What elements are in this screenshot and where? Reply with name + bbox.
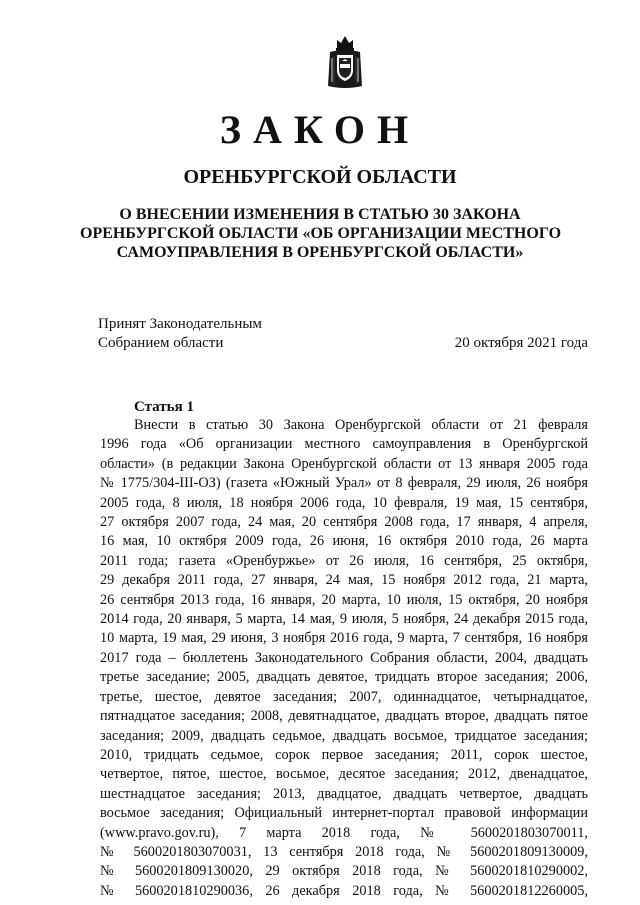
text-line: 2005 года, 8 июля, 18 ноября 2006 года, 10 февраля, 19 мая, 15 сентября, [100,494,588,511]
text-line: № 5600201809130020, 29 октября 2018 года, № 5600201810290002, [100,863,588,880]
text-line: третье заседание; 2005, двадцать девятое, тридцать второе заседания; 2006, [100,669,588,686]
document-region: ОРЕНБУРГСКОЙ ОБЛАСТИ [183,166,457,188]
text-line: 2011 года; газета «Оренбуржье» от 26 июля, 16 сентября, 25 октября, [100,552,588,569]
adoption-line: Принят Законодательным [98,316,262,332]
adoption-line: Собранием области [98,335,224,351]
text-line: № 5600201803070031, 13 сентября 2018 года, № 5600201809130009, [100,843,588,860]
text-line: 1996 года «Об организации местного самоуправления в Оренбургской [100,436,588,453]
text-line: 27 октября 2007 года, 24 мая, 20 сентября 2008 года, 17 января, 4 апреля, [100,514,588,531]
text-line: восьмое заседания; Официальный интернет-портал правовой информации [100,805,588,822]
adoption-date: 20 октября 2021 года [454,335,588,351]
heading-line: САМОУПРАВЛЕНИЯ В ОРЕНБУРГСКОЙ ОБЛАСТИ» [116,244,524,261]
text-line: заседания; 2009, двадцать седьмое, двадцать восьмое, тридцатое заседания; [100,727,588,744]
text-line: 16 мая, 10 октября 2009 года, 26 июня, 16 октября 2010 года, 26 марта [100,533,588,550]
text-line: Внести в статью 30 Закона Оренбургской области от 21 февраля [134,417,588,433]
law-heading [80,205,560,262]
text-line: области» (в редакции Закона Оренбургской области от 13 января 2005 года [100,455,588,472]
heading-line: О ВНЕСЕНИИ ИЗМЕНЕНИЯ В СТАТЬЮ 30 ЗАКОНА [119,206,521,223]
text-line: 2017 года – бюллетень Законодательного Собрания области, 2004, двадцать [100,649,588,666]
text-line: четвертое, пятое, шестое, восьмое, десятое заседания; 2012, двенадцатое, [100,766,588,783]
text-line: № 5600201810290036, 26 декабря 2018 года, № 5600201812260005, [100,882,588,899]
text-line: 26 сентября 2013 года, 16 января, 20 марта, 10 июля, 15 октября, 20 ноября [100,591,588,608]
text-line: пятнадцатое заседания; 2008, девятнадцатое, двадцать второе, двадцать пятое [100,708,588,725]
text-line: (www.pravo.gov.ru), 7 марта 2018 года, № 5600201803070011, [100,824,588,841]
article-title: Статья 1 [134,399,194,415]
text-line: 2010, тридцать седьмое, сорок первое заседания; 2011, сорок шестое, [100,746,588,763]
adoption-body [98,315,262,353]
heading-line: ОРЕНБУРГСКОЙ ОБЛАСТИ «ОБ ОРГАНИЗАЦИИ МЕСТНОГО [80,225,562,242]
text-line: третье, шестое, девятое заседания; 2007, одиннадцатое, четырнадцатое, [100,688,588,705]
text-line: шестнадцатое заседания; 2013, двадцатое, двадцать четвертое, двадцать [100,785,588,802]
text-line: 2014 года, 20 января, 5 марта, 14 мая, 9 июля, 5 ноября, 24 декабря 2015 года, [100,611,588,628]
text-line: 29 декабря 2011 года, 27 января, 24 мая, 15 ноября 2012 года, 21 марта, [100,572,588,589]
coat-of-arms-icon [326,34,364,90]
text-line: № 1775/304-III-ОЗ) (газета «Южный Урал» от 8 февраля, 29 июля, 26 ноября [100,475,588,492]
text-line: 10 марта, 19 мая, 29 июня, 3 ноября 2016 года, 9 марта, 7 сентября, 16 ноября [100,630,588,647]
article-body [100,416,588,901]
document-title: ЗАКОН [219,107,421,152]
